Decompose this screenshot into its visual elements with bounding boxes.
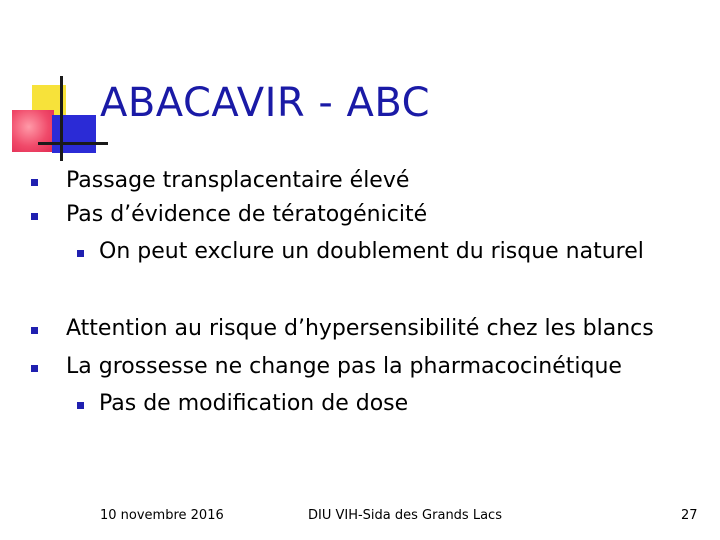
sub-bullet-item: Pas de modification de dose (99, 391, 409, 416)
bullet-item: Attention au risque d’hypersensibilité chez les blancs (66, 316, 654, 341)
footer-page-number: 27 (681, 508, 698, 523)
bullet-item: Passage transplacentaire élevé (66, 168, 410, 193)
sub-bullet-marker (77, 250, 84, 257)
footer-date: 10 novembre 2016 (100, 508, 224, 523)
bullet-marker (31, 327, 38, 334)
logo-blue-square (52, 115, 96, 153)
decorative-logo (0, 0, 110, 170)
logo-vertical-line (60, 76, 63, 161)
sub-bullet-item: On peut exclure un doublement du risque naturel (99, 239, 644, 264)
logo-red-square (12, 110, 54, 152)
sub-bullet-marker (77, 402, 84, 409)
bullet-item: La grossesse ne change pas la pharmacocinétique (66, 354, 622, 379)
bullet-item: Pas d’évidence de tératogénicité (66, 202, 428, 227)
logo-horizontal-line (38, 142, 108, 145)
slide-title: ABACAVIR - ABC (100, 80, 431, 126)
bullet-marker (31, 365, 38, 372)
bullet-marker (31, 179, 38, 186)
footer-center-text: DIU VIH-Sida des Grands Lacs (308, 508, 502, 523)
bullet-marker (31, 213, 38, 220)
